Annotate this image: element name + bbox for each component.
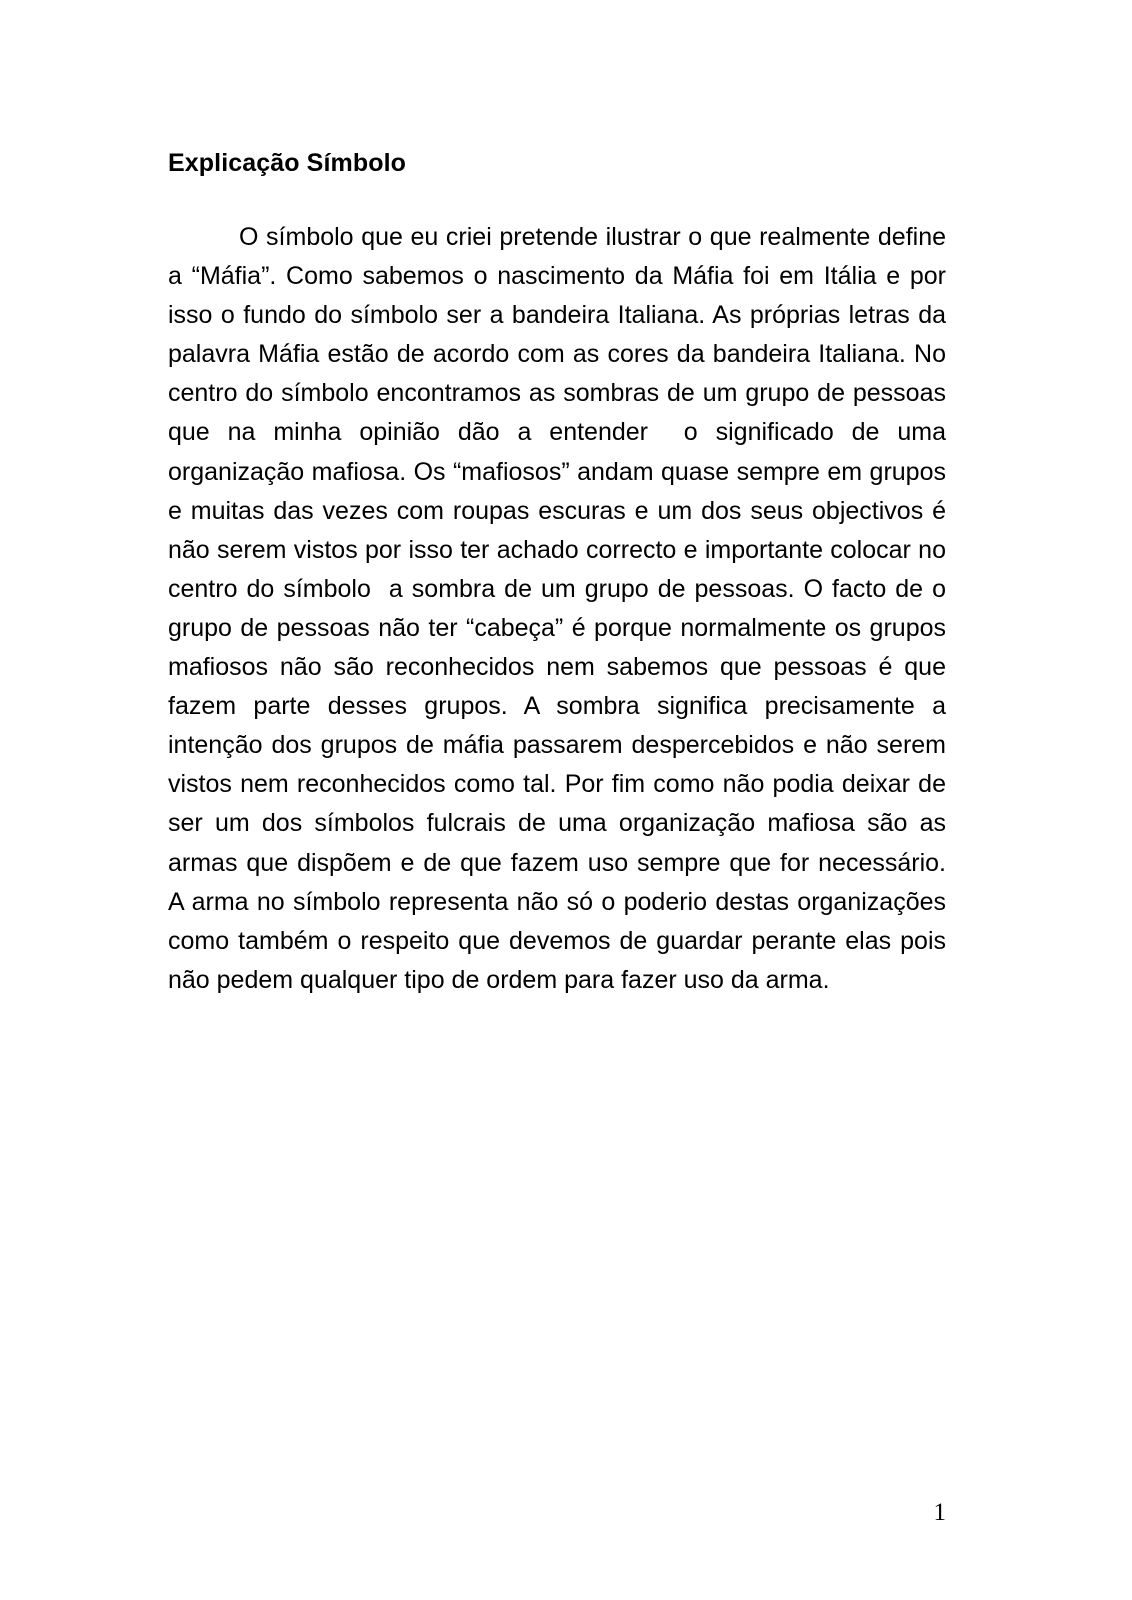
page-title: Explicação Símbolo [168, 148, 406, 177]
page-number: 1 [933, 1499, 946, 1526]
body-text-block [168, 218, 960, 1000]
body-paragraph: O símbolo que eu criei pretende ilustrar o que realmente define a “Máfia”. Como sabemos o nascimento da Máfia foi em Itália e por isso o fundo do símbolo ser a bandeira Italiana. As próprias letras da palavra Máfia estão de acordo com as cores da bandeira Italiana. No centro do símbolo encontramos as sombras de um grupo de pessoas que na minha opinião dão a entender o significado de uma organização mafiosa. Os “mafiosos” andam quase sempre em grupos e muitas das vezes com roupas escuras e um dos seus objectivos é não serem vistos por isso ter achado correcto e importante colocar no centro do símbolo a sombra de um grupo de pessoas. O facto de o grupo de pessoas não ter “cabeça” é porque normalmente os grupos mafiosos não são reconhecidos nem sabemos que pessoas é que fazem parte desses grupos. A sombra significa precisamente a intenção dos grupos de máfia passarem despercebidos e não serem vistos nem reconhecidos como tal. Por fim como não podia deixar de ser um dos símbolos fulcrais de uma organização mafiosa são as armas que dispõem e de que fazem uso sempre que for necessário. A arma no símbolo representa não só o poderio destas organizações como também o respeito que devemos de guardar perante elas pois não pedem qualquer tipo de ordem para fazer uso da arma. [168, 223, 960, 994]
